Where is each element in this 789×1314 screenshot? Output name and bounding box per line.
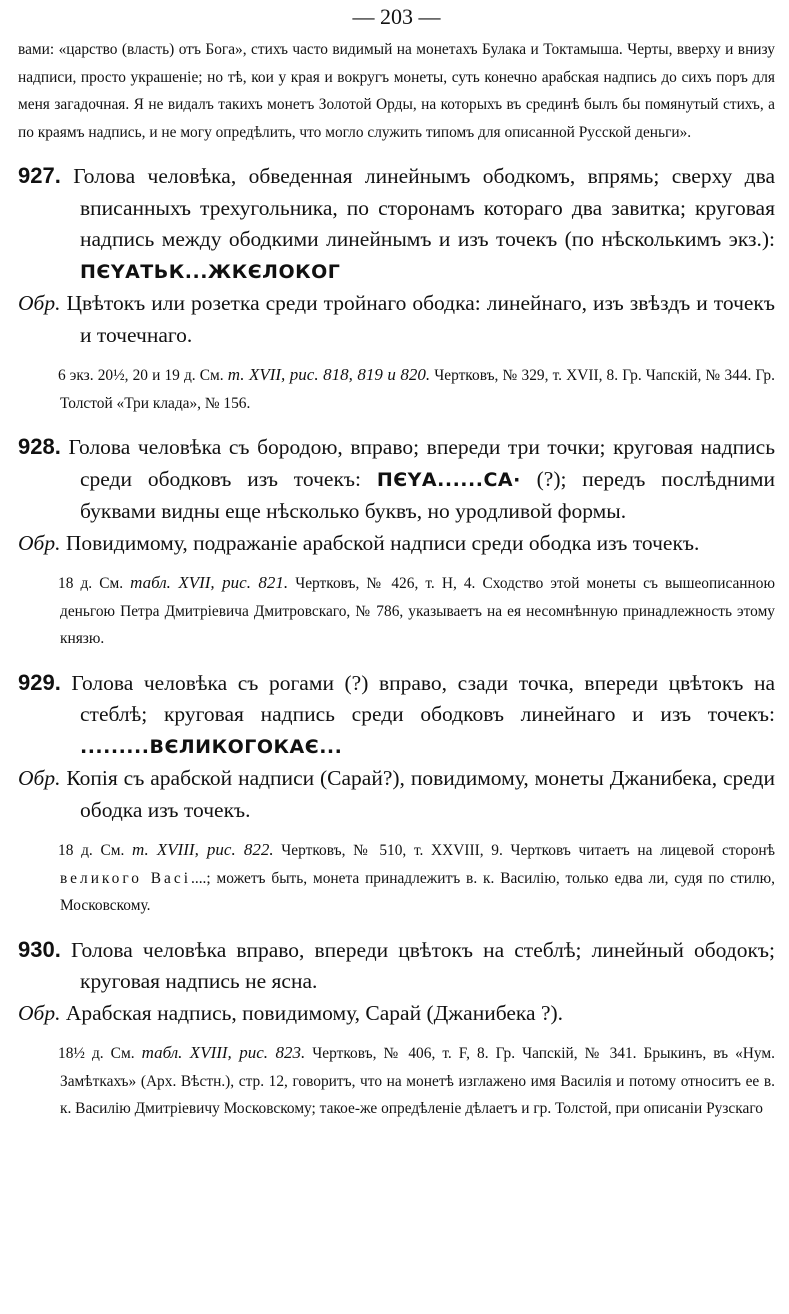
entry-description: [18, 431, 775, 528]
reverse-label: Обр.: [18, 766, 61, 790]
note-body: Чертковъ, № 329, т. XVII, 8. Гр. Чапскій, № 344. Гр. Толстой «Три клада», № 156.: [60, 367, 775, 412]
note-spaced-reading: великого Васі: [60, 869, 191, 887]
catalog-entry-929: [18, 667, 775, 920]
legend-inscription: ПЄҮА......СА·: [376, 468, 521, 491]
reverse-text: Арабская надпись, повидимому, Сарай (Джанибека ?).: [65, 1000, 564, 1025]
reverse-description: [18, 763, 775, 826]
entry-number: 930.: [18, 936, 61, 962]
intro-paragraph: вами: «царство (власть) отъ Бога», стихъ часто видимый на монетахъ Булака и Токтамыша. Черты, вверху и внизу надписи, просто украшеніе; но тѣ, кои у края и вокругъ монеты, суть конечно арабская надпись до сихъ поръ для меня загадочная. Я не видалъ такихъ монетъ Золотой Орды, на которыхъ въ срединѣ былъ бы помянутый стихъ, а по краямъ надпись, и не могу опредѣлить, что могло служить типомъ для описанной Русской деньги».: [18, 41, 775, 141]
note-lead: 6 экз. 20½, 20 и 19 д. См.: [58, 367, 224, 384]
catalog-entry-928: [18, 431, 775, 653]
catalog-entry-930: [18, 934, 775, 1123]
note-plate-ref: т. XVII, рис. 818, 819 и 820.: [227, 365, 431, 384]
reverse-label: Обр.: [18, 1000, 61, 1025]
reverse-label: Обр.: [18, 291, 61, 315]
legend-inscription: .........ВЄЛИКОГОКАЄ...: [80, 735, 343, 758]
entry-note: [18, 569, 775, 653]
description-text: Голова человѣка вправо, впереди цвѣтокъ на стеблѣ; линейный ободокъ; круговая надпись не ясна.: [70, 937, 776, 993]
note-body-end: ....; можетъ быть, монета принадлежитъ в. к. Василію, только едва ли, судя по стилю, Московскому.: [60, 869, 775, 914]
legend-inscription: ПЄҮАТЬК...ЖКЄЛОКОГ: [80, 260, 341, 283]
reverse-description: [18, 528, 775, 560]
note-lead: 18 д. См.: [58, 842, 125, 859]
entry-description: [18, 934, 775, 998]
note-plate-ref: табл. XVII, рис. 821.: [130, 573, 289, 592]
note-body-start: Чертковъ, № 510, т. XXVIII, 9. Чертковъ читаетъ на лицевой сторонѣ: [281, 842, 775, 859]
reverse-label: Обр.: [18, 530, 61, 555]
entry-number: 928.: [18, 434, 61, 459]
page-number: — 203 —: [352, 4, 441, 29]
entry-description: [18, 667, 775, 764]
note-plate-ref: т. XVIII, рис. 822.: [132, 840, 274, 859]
catalog-entry-927: [18, 160, 775, 417]
description-text: Голова человѣка, обведенная линейнымъ ободкомъ, впрямь; сверху два вписанныхъ трехугольника, по сторонамъ котораго два завитка; круговая надпись между ободкими линейнымъ и изъ точекъ (по нѣсколькимъ экз.):: [73, 164, 775, 251]
note-body: Чертковъ, № 406, т. F, 8. Гр. Чапскій, № 341. Брыкинъ, въ «Нум. Замѣткахъ» (Арх. Вѣстн.), стр. 12, говоритъ, что на монетѣ изглажено имя Василія и потому относитъ ее в. к. Василію Дмитріевичу Московскому; такое-же опредѣленіе дѣлаетъ и гр. Толстой, при описаніи Рузскаго: [60, 1045, 775, 1117]
entry-note: [18, 836, 775, 920]
entry-description: [18, 160, 775, 288]
note-body: Чертковъ, № 426, т. Н, 4. Сходство этой монеты съ вышеописанною деньгою Петра Дмитріевича Дмитровскаго, № 786, указываетъ на ея несомнѣнную принадлежность этому князю.: [60, 575, 775, 647]
description-text: Голова человѣка съ бородою, вправо; впереди три точки; круговая надпись среди ободковъ изъ точекъ:: [68, 435, 776, 491]
reverse-text: Цвѣтокъ или розетка среди тройнаго ободка: линейнаго, изъ звѣздъ и точекъ и точечнаго.: [66, 291, 775, 347]
entry-note: [18, 361, 775, 417]
entry-number: 927.: [18, 163, 61, 188]
note-plate-ref: табл. XVIII, рис. 823.: [141, 1043, 306, 1062]
reverse-text: Повидимому, подражаніе арабской надписи среди ободка изъ точекъ.: [65, 530, 700, 555]
entry-number: 929.: [18, 669, 61, 695]
reverse-description: [18, 288, 775, 351]
description-tail: (?); передъ послѣдними буквами видны еще нѣсколько буквъ, но уродливой формы.: [80, 466, 776, 523]
description-text: Голова человѣка съ рогами (?) вправо, сзади точка, впереди цвѣтокъ на стеблѣ; круговая надпись среди ободковъ линейнаго и изъ точекъ:: [71, 670, 776, 726]
entry-note: [18, 1039, 775, 1123]
reverse-text: Копія съ арабской надписи (Сарай?), повидимому, монеты Джанибека, среди ободка изъ точекъ.: [66, 766, 775, 822]
reverse-description: [18, 998, 775, 1030]
note-lead: 18½ д. См.: [58, 1045, 135, 1062]
note-lead: 18 д. См.: [58, 575, 124, 592]
